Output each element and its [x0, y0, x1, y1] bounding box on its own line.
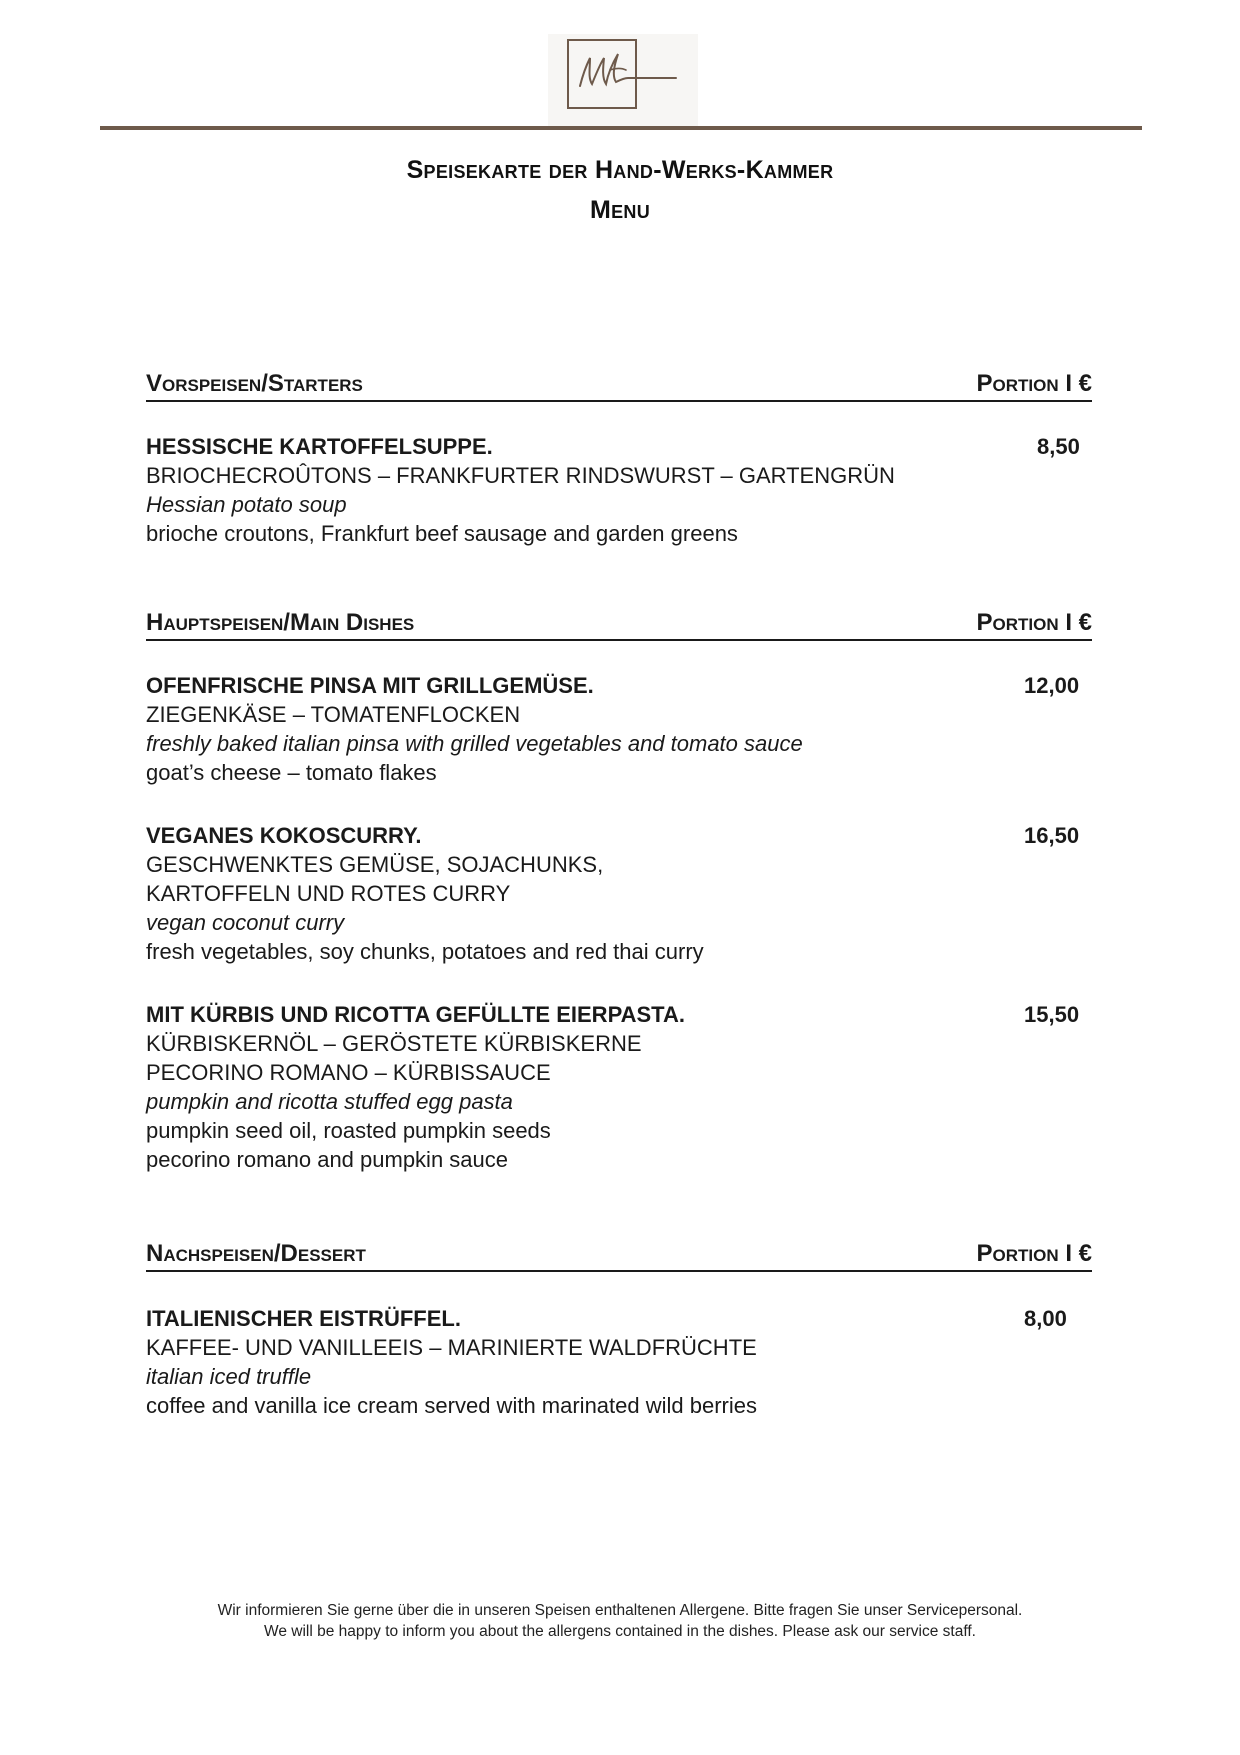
page-subtitle: Menu	[589, 196, 651, 224]
dish-description-de: ZIEGENKÄSE – TOMATENFLOCKEN	[146, 702, 521, 727]
dish-description-en: pecorino romano and pumpkin sauce	[146, 1147, 509, 1172]
dish-description-en: brioche croutons, Frankfurt beef sausage and garden greens	[146, 521, 738, 546]
dish-name-en: italian iced truffle	[146, 1364, 312, 1389]
section-title: Vorspeisen/Starters	[146, 370, 363, 397]
dish-description-de: KÜRBISKERNÖL – GERÖSTETE KÜRBISKERNE	[146, 1031, 642, 1056]
section-price-header: Portion I €	[969, 369, 1092, 399]
menu-item	[146, 432, 1086, 548]
dish-name: HESSISCHE KARTOFFELSUPPE.	[146, 434, 493, 459]
dish-description-en: pumpkin seed oil, roasted pumpkin seeds	[146, 1118, 551, 1143]
section-price-header: Portion I €	[969, 1239, 1092, 1269]
monogram-logo-icon	[548, 34, 698, 126]
section-header-dessert	[146, 1240, 1092, 1272]
dish-price: 15,50	[1024, 1002, 1080, 1027]
section-title: Hauptspeisen/Main Dishes	[146, 609, 415, 636]
section-price-header: Portion I €	[969, 608, 1092, 638]
dish-price: 12,00	[1024, 673, 1080, 698]
section-header-starters	[146, 370, 1092, 402]
menu-item	[146, 1304, 1086, 1420]
dish-description-de: KAFFEE- UND VANILLEEIS – MARINIERTE WALDFRÜCHTE	[146, 1335, 757, 1360]
page-title: Speisekarte der Hand-Werks-Kammer	[406, 156, 834, 184]
dish-name: ITALIENISCHER EISTRÜFFEL.	[146, 1306, 461, 1331]
dish-name: MIT KÜRBIS UND RICOTTA GEFÜLLTE EIERPASTA.	[146, 1002, 685, 1027]
dish-price: 16,50	[1024, 823, 1080, 848]
allergen-notice	[0, 1600, 1240, 1642]
allergen-notice-en: We will be happy to inform you about the allergens contained in the dishes. Please ask our service staff.	[264, 1623, 976, 1640]
dish-description-de: GESCHWENKTES GEMÜSE, SOJACHUNKS,	[146, 852, 604, 877]
dish-name: OFENFRISCHE PINSA MIT GRILLGEMÜSE.	[146, 673, 594, 698]
dish-description-en: goat’s cheese – tomato flakes	[146, 760, 437, 785]
logo	[548, 34, 698, 126]
section-header-main-dishes	[146, 609, 1092, 641]
dish-description-en: fresh vegetables, soy chunks, potatoes and red thai curry	[146, 939, 704, 964]
dish-description-de: PECORINO ROMANO – KÜRBISSAUCE	[146, 1060, 551, 1085]
menu-item	[146, 821, 1086, 966]
dish-name-en: pumpkin and ricotta stuffed egg pasta	[146, 1089, 513, 1114]
allergen-notice-de: Wir informieren Sie gerne über die in unseren Speisen enthaltenen Allergene. Bitte fragen Sie unser Servicepersonal.	[217, 1602, 1023, 1619]
dish-description-de: KARTOFFELN UND ROTES CURRY	[146, 881, 511, 906]
dish-name-en: Hessian potato soup	[146, 492, 347, 517]
dish-name-en: freshly baked italian pinsa with grilled vegetables and tomato sauce	[146, 731, 803, 756]
menu-item	[146, 1000, 1086, 1174]
header-rule	[100, 126, 1142, 130]
dish-price: 8,50	[1037, 434, 1080, 459]
dish-name: VEGANES KOKOSCURRY.	[146, 823, 422, 848]
dish-price: 8,00	[1024, 1306, 1067, 1331]
menu-item	[146, 671, 1086, 787]
dish-description-de: BRIOCHECROÛTONS – FRANKFURTER RINDSWURST – GARTENGRÜN	[146, 463, 895, 488]
dish-description-en: coffee and vanilla ice cream served with marinated wild berries	[146, 1393, 757, 1418]
section-title: Nachspeisen/Dessert	[146, 1240, 366, 1267]
dish-name-en: vegan coconut curry	[146, 910, 345, 935]
